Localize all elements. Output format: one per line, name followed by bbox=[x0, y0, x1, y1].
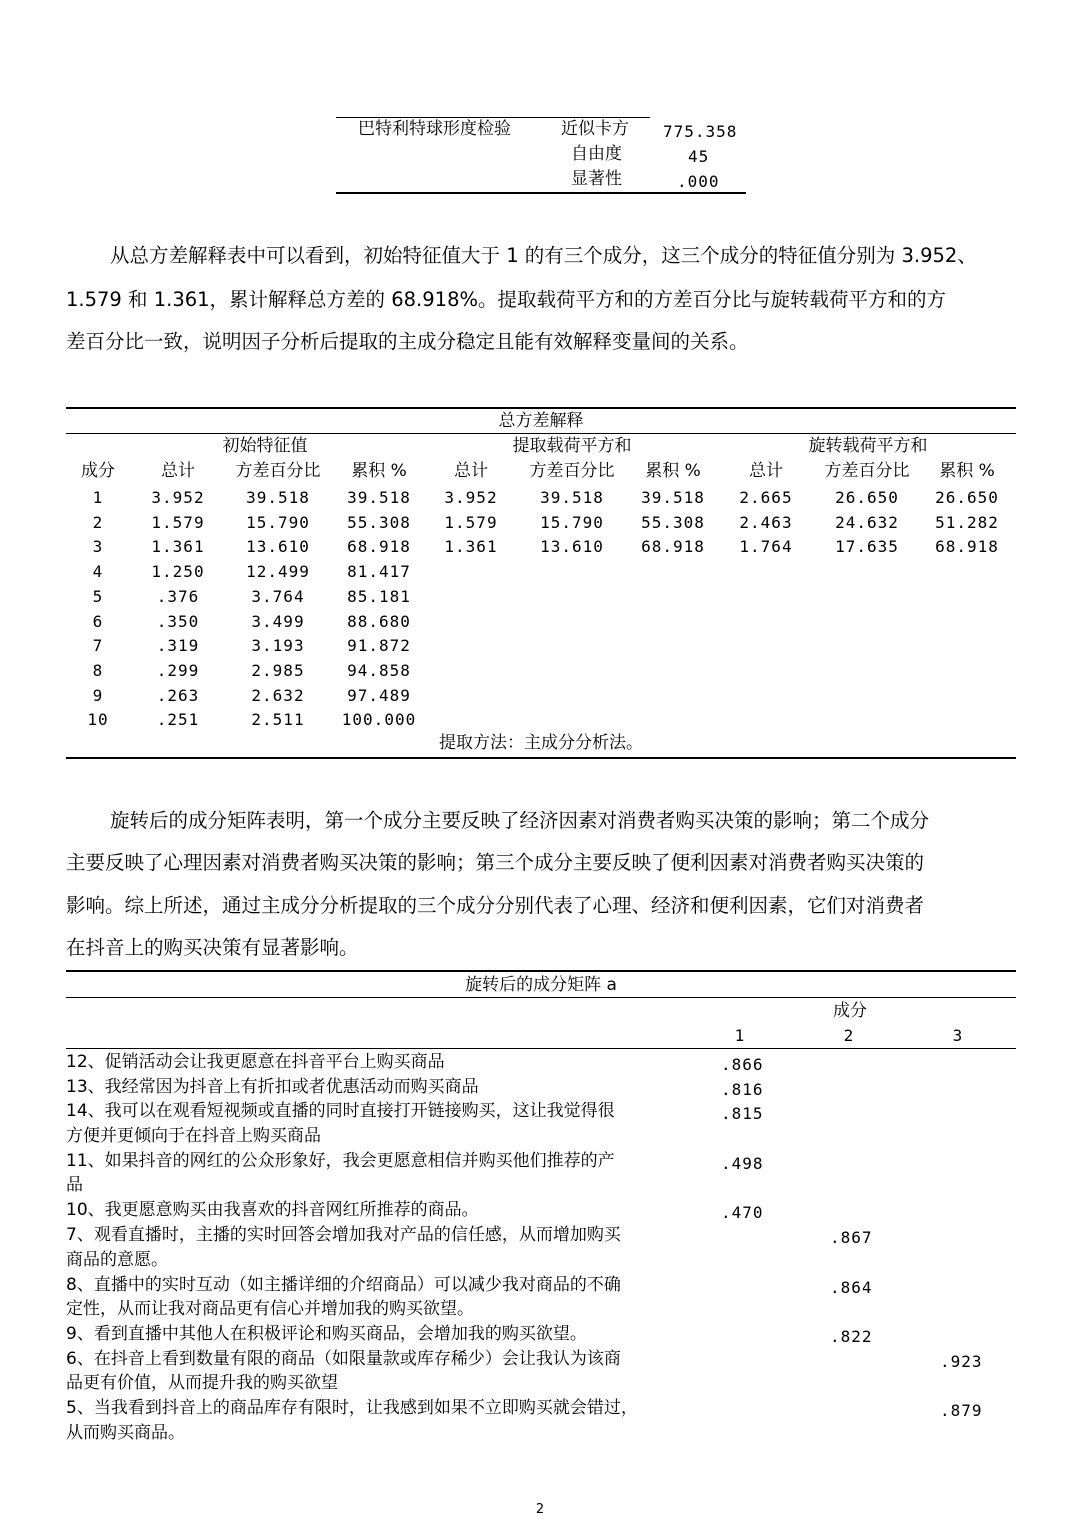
matrix-item-label: 方便并更倾向于在抖音上购买商品 bbox=[66, 1125, 321, 1146]
group-header-extraction: 提取载荷平方和 bbox=[512, 436, 632, 456]
variance-cell: .350 bbox=[156, 611, 200, 631]
bartlett-row-value: .000 bbox=[677, 172, 720, 191]
variance-cell: 1.579 bbox=[444, 512, 498, 532]
variance-bottom-rule bbox=[66, 757, 1016, 759]
variance-cell: 1.361 bbox=[444, 537, 498, 557]
variance-column-header: 方差百分比 bbox=[529, 461, 615, 481]
variance-table-title: 总方差解释 bbox=[498, 411, 584, 431]
variance-cell: 24.632 bbox=[835, 512, 899, 532]
matrix-loading-value: .816 bbox=[721, 1079, 764, 1099]
matrix-loading-value: .923 bbox=[940, 1351, 983, 1371]
variance-cell: .319 bbox=[156, 636, 200, 656]
variance-cell: 2.665 bbox=[739, 488, 793, 507]
paragraph-line: 影响。综上所述，通过主成分分析提取的三个成分分别代表了心理、经济和便利因素，它们对消费者 bbox=[66, 894, 925, 917]
paragraph-line: 差百分比一致，说明因子分析后提取的主成分稳定且能有效解释变量间的关系。 bbox=[66, 330, 749, 353]
variance-cell: 39.518 bbox=[347, 488, 411, 507]
matrix-item-label: 品更有价值，从而提升我的购买欲望 bbox=[66, 1373, 338, 1394]
variance-cell: 39.518 bbox=[540, 488, 604, 507]
matrix-table-title: 旋转后的成分矩阵 a bbox=[465, 975, 617, 995]
variance-cell: 3.952 bbox=[151, 488, 205, 507]
variance-cell: 39.518 bbox=[246, 488, 310, 507]
variance-cell: .263 bbox=[156, 685, 200, 705]
matrix-item-label: 12、促销活动会让我更愿意在抖音平台上购买商品 bbox=[66, 1052, 445, 1072]
variance-cell: 55.308 bbox=[641, 512, 705, 532]
variance-cell: 1.250 bbox=[151, 562, 205, 582]
matrix-loading-value: .867 bbox=[830, 1228, 873, 1248]
variance-cell: 3.764 bbox=[251, 586, 305, 606]
variance-cell: 1 bbox=[92, 488, 104, 507]
variance-cell: 97.489 bbox=[347, 685, 411, 705]
variance-cell: 13.610 bbox=[246, 537, 310, 557]
variance-cell: 1.361 bbox=[151, 537, 205, 557]
bartlett-row-name: 近似卡方 bbox=[561, 119, 629, 139]
matrix-item-label: 品 bbox=[66, 1175, 83, 1196]
variance-cell: 91.872 bbox=[347, 636, 411, 656]
variance-column-header: 方差百分比 bbox=[235, 461, 321, 481]
matrix-item-label: 14、我可以在观看短视频或直播的同时直接打开链接购买，这让我觉得很 bbox=[66, 1101, 615, 1122]
paragraph-line: 从总方差解释表中可以看到，初始特征值大于 1 的有三个成分，这三个成分的特征值分别为 3.952、 bbox=[110, 244, 977, 267]
variance-cell: 100.000 bbox=[341, 710, 417, 730]
variance-cell: 3.952 bbox=[444, 488, 498, 507]
group-header-initial: 初始特征值 bbox=[222, 436, 308, 456]
variance-cell: 2.985 bbox=[251, 660, 305, 680]
matrix-item-label: 从而购买商品。 bbox=[66, 1422, 185, 1443]
variance-cell: 15.790 bbox=[246, 512, 310, 532]
matrix-loading-value: .866 bbox=[721, 1055, 764, 1074]
variance-column-header: 成分 bbox=[81, 461, 115, 481]
variance-cell: 81.417 bbox=[347, 562, 411, 582]
variance-cell: .299 bbox=[156, 660, 200, 680]
matrix-loading-value: .864 bbox=[830, 1277, 873, 1297]
matrix-item-label: 8、直播中的实时互动（如主播详细的介绍商品）可以减少我对商品的不确 bbox=[66, 1274, 621, 1295]
matrix-loading-value: .470 bbox=[721, 1203, 764, 1223]
variance-table-footnote: 提取方法：主成分分析法。 bbox=[439, 733, 643, 753]
variance-title-rule bbox=[66, 433, 1016, 434]
variance-cell: .251 bbox=[156, 710, 200, 730]
matrix-loading-value: .879 bbox=[940, 1401, 983, 1421]
paragraph-line: 主要反映了心理因素对消费者购买决策的影响；第三个成分主要反映了便利因素对消费者购买决策的 bbox=[66, 851, 925, 874]
matrix-item-label: 9、看到直播中其他人在积极评论和购买商品，会增加我的购买欲望。 bbox=[66, 1324, 587, 1345]
bartlett-bottom-rule bbox=[336, 192, 746, 194]
bartlett-row-name: 显著性 bbox=[571, 169, 622, 189]
variance-cell: 7 bbox=[92, 636, 104, 656]
bartlett-label: 巴特利特球形度检验 bbox=[358, 119, 511, 139]
bartlett-row-name: 自由度 bbox=[571, 144, 622, 164]
variance-cell: 2.463 bbox=[739, 512, 793, 532]
variance-column-header: 总计 bbox=[749, 461, 783, 481]
matrix-loading-value: .822 bbox=[830, 1327, 873, 1347]
matrix-item-label: 11、如果抖音的网红的公众形象好，我会更愿意相信并购买他们推荐的产 bbox=[66, 1150, 615, 1171]
matrix-item-label: 6、在抖音上看到数量有限的商品（如限量款或库存稀少）会让我认为该商 bbox=[66, 1348, 621, 1369]
variance-cell: 94.858 bbox=[347, 660, 411, 680]
variance-column-header: 累积 % bbox=[939, 461, 995, 481]
matrix-item-label: 13、我经常因为抖音上有折扣或者优惠活动而购买商品 bbox=[66, 1076, 479, 1097]
variance-cell: 2.632 bbox=[251, 685, 305, 705]
variance-cell: 3 bbox=[92, 537, 104, 557]
variance-cell: 4 bbox=[92, 562, 104, 582]
variance-column-header: 方差百分比 bbox=[824, 461, 910, 481]
variance-cell: 26.650 bbox=[835, 488, 899, 507]
variance-cell: .376 bbox=[156, 586, 200, 606]
variance-cell: 12.499 bbox=[246, 562, 310, 582]
variance-cell: 85.181 bbox=[347, 586, 411, 606]
variance-cell: 3.193 bbox=[251, 636, 305, 656]
variance-cell: 1.579 bbox=[151, 512, 205, 532]
matrix-component-header: 成分 bbox=[833, 1001, 867, 1021]
variance-cell: 68.918 bbox=[347, 537, 411, 557]
variance-cell: 2.511 bbox=[251, 710, 305, 730]
matrix-loading-value: .498 bbox=[721, 1153, 764, 1173]
variance-column-header: 累积 % bbox=[645, 461, 701, 481]
variance-column-header: 总计 bbox=[161, 461, 195, 481]
paragraph-line: 在抖音上的购买决策有显著影响。 bbox=[66, 936, 359, 959]
variance-top-rule bbox=[66, 407, 1016, 409]
matrix-component-number: 3 bbox=[952, 1026, 964, 1045]
matrix-top-rule bbox=[66, 970, 1016, 972]
variance-cell: 51.282 bbox=[935, 512, 999, 532]
variance-cell: 2 bbox=[92, 512, 104, 532]
matrix-component-number: 2 bbox=[843, 1026, 855, 1045]
variance-cell: 3.499 bbox=[251, 611, 305, 631]
variance-cell: 1.764 bbox=[739, 537, 793, 557]
variance-cell: 10 bbox=[87, 710, 109, 730]
group-header-rotation: 旋转载荷平方和 bbox=[808, 436, 928, 456]
matrix-item-label: 10、我更愿意购买由我喜欢的抖音网红所推荐的商品。 bbox=[66, 1200, 479, 1221]
variance-cell: 68.918 bbox=[641, 537, 705, 557]
bartlett-row-value: 45 bbox=[688, 147, 710, 166]
matrix-loading-value: .815 bbox=[721, 1104, 764, 1124]
page-number: 2 bbox=[535, 1502, 545, 1517]
variance-cell: 9 bbox=[92, 685, 104, 705]
variance-cell: 68.918 bbox=[935, 537, 999, 557]
variance-cell: 39.518 bbox=[641, 488, 705, 507]
variance-cell: 5 bbox=[92, 586, 104, 606]
variance-cell: 13.610 bbox=[540, 537, 604, 557]
variance-column-header: 总计 bbox=[454, 461, 488, 481]
variance-cell: 17.635 bbox=[835, 537, 899, 557]
matrix-item-label: 5、当我看到抖音上的商品库存有限时，让我感到如果不立即购买就会错过， bbox=[66, 1398, 638, 1419]
matrix-item-label: 商品的意愿。 bbox=[66, 1249, 168, 1270]
matrix-item-label: 7、观看直播时，主播的实时回答会增加我对产品的信任感，从而增加购买 bbox=[66, 1225, 621, 1246]
matrix-title-rule bbox=[66, 997, 1016, 998]
variance-cell: 55.308 bbox=[347, 512, 411, 532]
bartlett-row-value: 775.358 bbox=[663, 122, 738, 141]
variance-cell: 26.650 bbox=[935, 488, 999, 507]
paragraph-line: 1.579 和 1.361，累计解释总方差的 68.918%。提取载荷平方和的方差百分比与旋转载荷平方和的方 bbox=[66, 288, 947, 311]
matrix-header-rule bbox=[66, 1048, 1016, 1049]
bartlett-top-rule bbox=[336, 117, 650, 118]
variance-cell: 15.790 bbox=[540, 512, 604, 532]
variance-cell: 8 bbox=[92, 660, 104, 680]
variance-column-header: 累积 % bbox=[351, 461, 407, 481]
matrix-component-number: 1 bbox=[734, 1026, 746, 1045]
paragraph-line: 旋转后的成分矩阵表明，第一个成分主要反映了经济因素对消费者购买决策的影响；第二个成分 bbox=[110, 809, 930, 832]
variance-cell: 6 bbox=[92, 611, 104, 631]
matrix-item-label: 定性，从而让我对商品更有信心并增加我的购买欲望。 bbox=[66, 1299, 474, 1320]
variance-cell: 88.680 bbox=[347, 611, 411, 631]
